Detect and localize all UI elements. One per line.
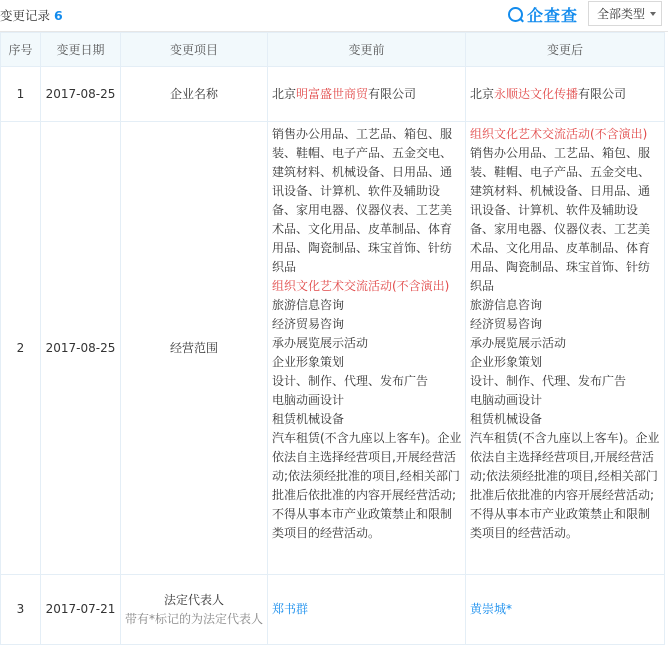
person-link[interactable]: 郑书群 [272, 602, 309, 616]
section-title-text: 变更记录 [0, 8, 51, 23]
logo-text: 企查查 [527, 5, 579, 25]
scope-item: 电脑动画设计 [272, 393, 345, 407]
row-before [268, 575, 466, 645]
scope-highlight: 组织文化艺术交流活动(不含演出) [272, 279, 450, 293]
type-filter-dropdown[interactable] [588, 1, 662, 26]
qichacha-logo[interactable] [508, 4, 578, 24]
legal-rep-note: 带有*标记的为法定代表人 [124, 611, 263, 626]
row-before [268, 67, 466, 122]
row-item: 企业名称 [121, 67, 268, 122]
row-item-label: 法定代表人 [163, 592, 224, 607]
section-title [0, 6, 63, 24]
scope-item: 旅游信息咨询 [272, 298, 345, 312]
scope-tail-text: 汽车租赁(不含九座以上客车)。企业依法自主选择经营项目,开展经营活动;依法须经批准的项目,经相关部门批准后依批准的内容开展经营活动;不得从事本市产业政策禁止和限制类项目的经营活动。 [470, 431, 660, 540]
row-no: 3 [1, 575, 41, 645]
after-highlight: 永顺达文化传播 [494, 86, 579, 101]
col-header-date: 变更日期 [41, 33, 121, 67]
scope-item: 承办展览展示活动 [470, 336, 567, 350]
row-after [466, 122, 665, 575]
col-header-after: 变更后 [466, 33, 665, 67]
row-item [121, 575, 268, 645]
section-header [0, 0, 668, 32]
scope-item: 设计、制作、代理、发布广告 [272, 374, 429, 388]
scope-item: 旅游信息咨询 [470, 298, 543, 312]
before-prefix: 北京 [272, 86, 297, 101]
person-link[interactable]: 黄崇城* [470, 602, 513, 616]
table-row [1, 67, 665, 122]
scope-item: 企业形象策划 [470, 355, 543, 369]
row-after [466, 575, 665, 645]
row-no: 2 [1, 122, 41, 575]
before-suffix: 有限公司 [368, 86, 417, 101]
after-suffix: 有限公司 [578, 86, 627, 101]
record-count-badge: 6 [54, 8, 63, 23]
scope-highlight: 组织文化艺术交流活动(不含演出) [470, 127, 648, 141]
scope-tail-text: 汽车租赁(不含九座以上客车)。企业依法自主选择经营项目,开展经营活动;依法须经批准的项目,经相关部门批准后依批准的内容开展经营活动;不得从事本市产业政策禁止和限制类项目的经营活动。 [272, 431, 462, 540]
type-filter-label: 全部类型 [597, 7, 646, 21]
row-before [268, 122, 466, 575]
scope-item: 承办展览展示活动 [272, 336, 369, 350]
after-prefix: 北京 [470, 86, 495, 101]
row-date: 2017-08-25 [41, 67, 121, 122]
scope-item: 经济贸易咨询 [272, 317, 345, 331]
col-header-no: 序号 [1, 33, 41, 67]
scope-main-text: 销售办公用品、工艺品、箱包、服装、鞋帽、电子产品、五金交电、建筑材料、机械设备、日用品、通讯设备、计算机、软件及辅助设备、家用电器、仪器仪表、工艺美术品、文化用品、皮革制品、体育用品、陶瓷制品、珠宝首饰、针纺织品 [470, 146, 651, 293]
row-no: 1 [1, 67, 41, 122]
scope-item: 设计、制作、代理、发布广告 [470, 374, 627, 388]
scope-item: 租赁机械设备 [470, 412, 543, 426]
col-header-item: 变更项目 [121, 33, 268, 67]
magnifier-logo-icon [508, 7, 523, 22]
scope-item: 电脑动画设计 [470, 393, 543, 407]
scope-item: 租赁机械设备 [272, 412, 345, 426]
change-records-table [0, 32, 665, 645]
col-header-before: 变更前 [268, 33, 466, 67]
row-date: 2017-08-25 [41, 122, 121, 575]
table-row [1, 122, 665, 575]
row-item: 经营范围 [121, 122, 268, 575]
scope-item: 经济贸易咨询 [470, 317, 543, 331]
before-highlight: 明富盛世商贸 [296, 86, 369, 101]
scope-main-text: 销售办公用品、工艺品、箱包、服装、鞋帽、电子产品、五金交电、建筑材料、机械设备、日用品、通讯设备、计算机、软件及辅助设备、家用电器、仪器仪表、工艺美术品、文化用品、皮革制品、体育用品、陶瓷制品、珠宝首饰、针纺织品 [272, 127, 453, 274]
table-header-row [1, 33, 665, 67]
row-after [466, 67, 665, 122]
row-date: 2017-07-21 [41, 575, 121, 645]
caret-down-icon [650, 12, 656, 16]
scope-item: 企业形象策划 [272, 355, 345, 369]
table-row [1, 575, 665, 645]
